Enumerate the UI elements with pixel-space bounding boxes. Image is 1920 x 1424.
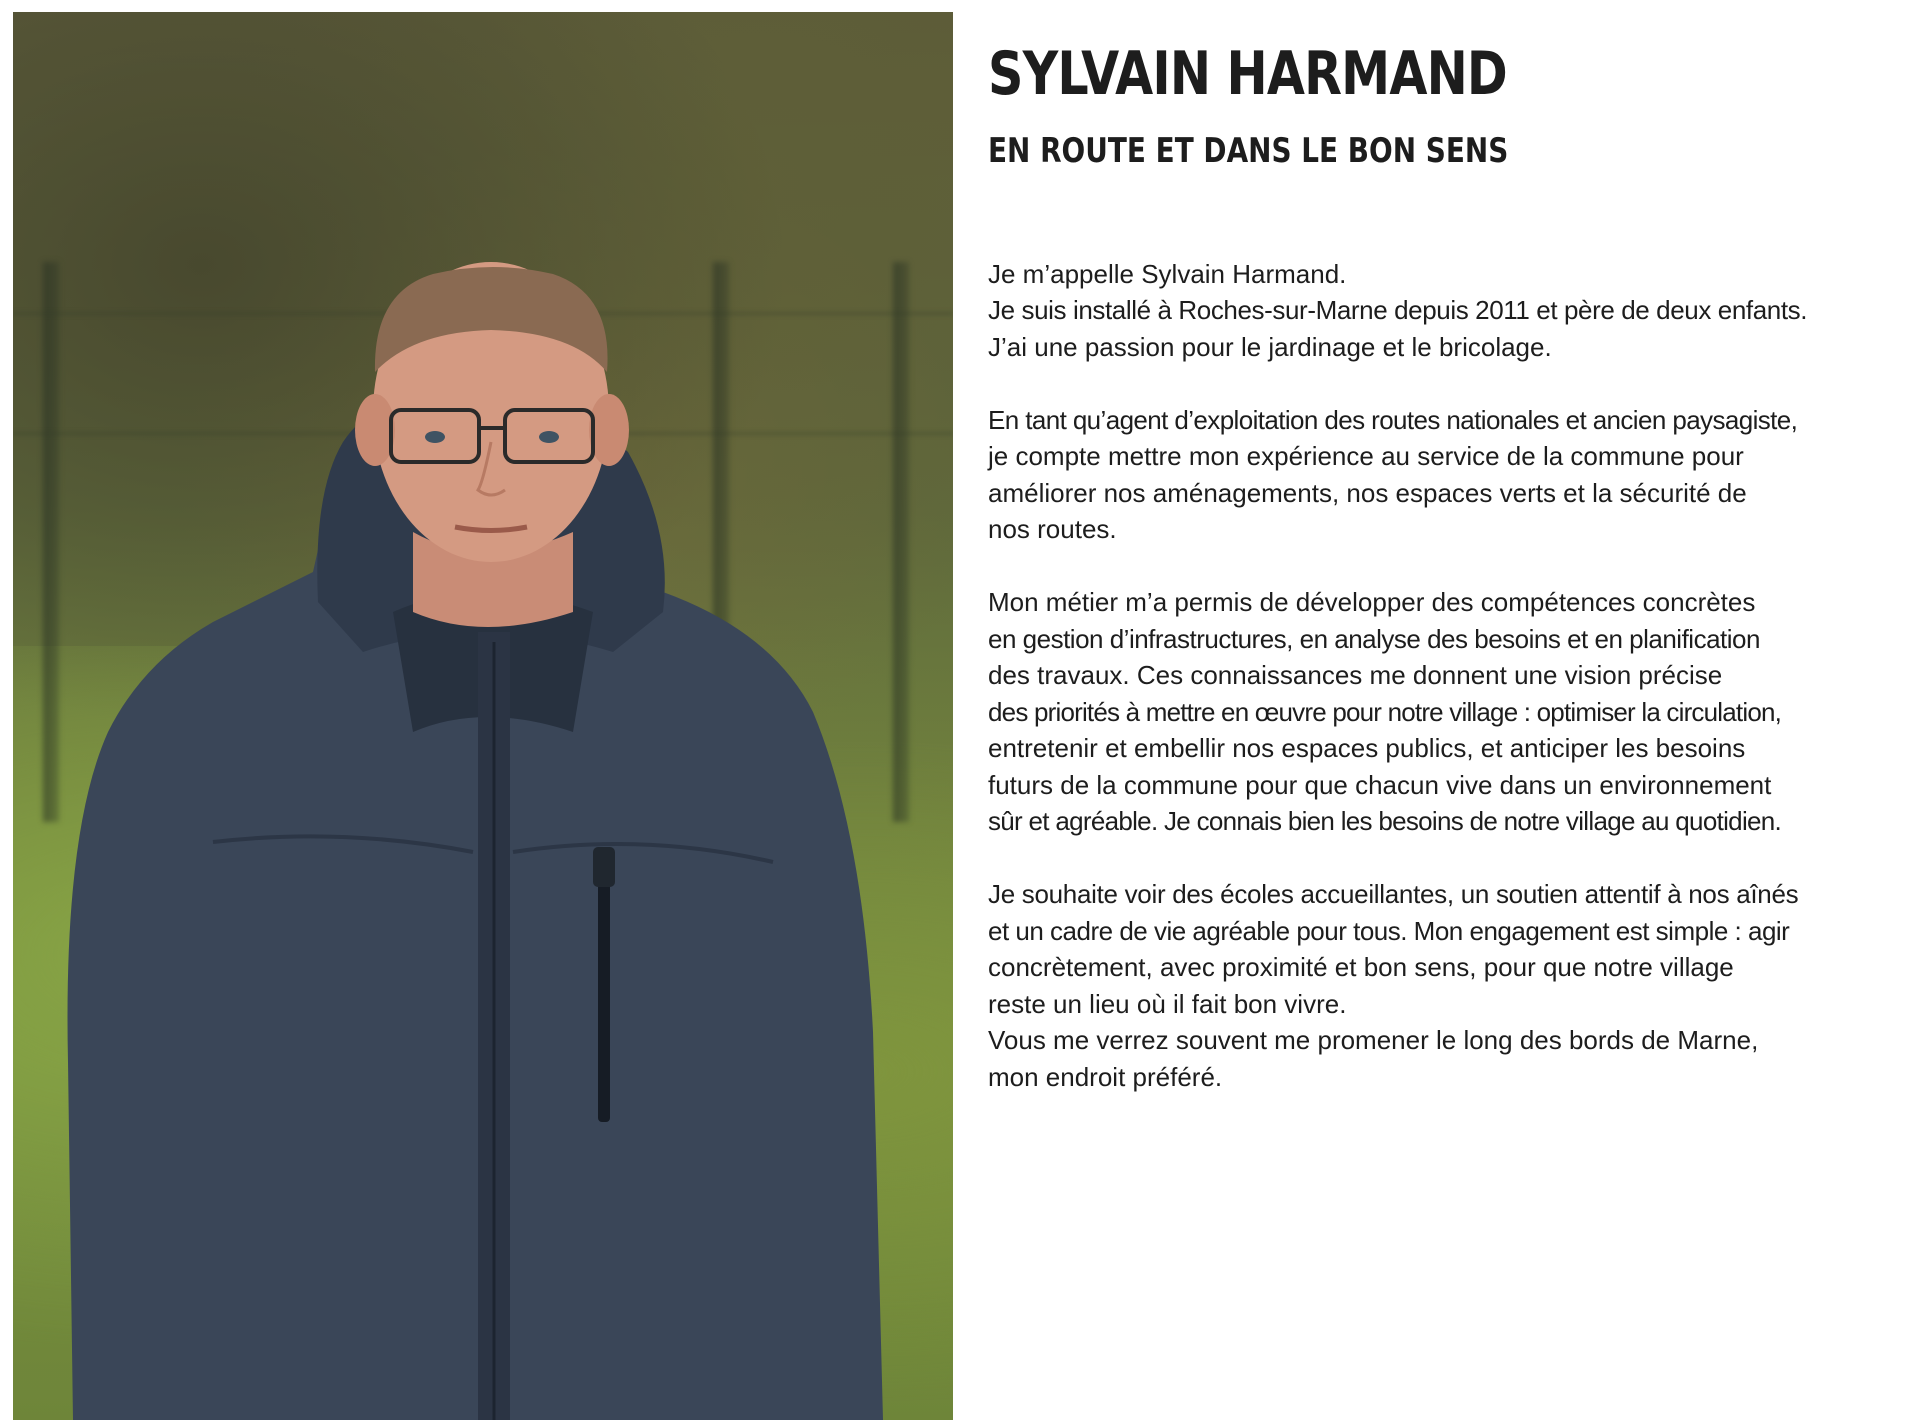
bio-line: des priorités à mettre en œuvre pour notre village : optimiser la circulation,	[988, 696, 1782, 727]
bio-line: reste un lieu où il fait bon vivre.	[988, 988, 1347, 1019]
bio-line: J’ai une passion pour le jardinage et le bricolage.	[988, 331, 1552, 362]
bio-line: concrètement, avec proximité et bon sens, pour que notre village	[988, 952, 1734, 983]
bio-line: entretenir et embellir nos espaces publics, et anticiper les besoins	[988, 733, 1746, 764]
bio-line: sûr et agréable. Je connais bien les besoins de notre village au quotidien.	[988, 806, 1782, 837]
candidate-profile	[988, 40, 1908, 1132]
bio-line: Je souhaite voir des écoles accueillantes, un soutien attentif à nos aînés	[988, 879, 1799, 910]
bio-line: mon endroit préféré.	[988, 1061, 1223, 1092]
candidate-tagline: EN ROUTE ET DANS LE BON SENS	[988, 131, 1509, 171]
bio-paragraph	[988, 876, 1908, 1095]
candidate-name: SYLVAIN HARMAND	[988, 39, 1507, 109]
bio-line: des travaux. Ces connaissances me donnent une vision précise	[988, 660, 1723, 691]
bio-line: Je m’appelle Sylvain Harmand.	[988, 258, 1347, 289]
bio-line: je compte mettre mon expérience au service de la commune pour	[988, 441, 1744, 472]
bio-line: futurs de la commune pour que chacun vive dans un environnement	[988, 769, 1772, 800]
bio-line: améliorer nos aménagements, nos espaces verts et la sécurité de	[988, 477, 1747, 508]
bio-line: En tant qu’agent d’exploitation des routes nationales et ancien paysagiste,	[988, 404, 1798, 435]
person-figure	[13, 12, 953, 1420]
bio-line: Vous me verrez souvent me promener le long des bords de Marne,	[988, 1025, 1759, 1056]
bio-line: Je suis installé à Roches-sur-Marne depuis 2011 et père de deux enfants.	[988, 295, 1808, 326]
bio-line: nos routes.	[988, 514, 1117, 545]
candidate-bio	[988, 256, 1908, 1096]
bio-paragraph	[988, 256, 1908, 366]
bio-line: et un cadre de vie agréable pour tous. Mon engagement est simple : agir	[988, 915, 1790, 946]
portrait-photo	[13, 12, 953, 1420]
bio-paragraph	[988, 402, 1908, 548]
bio-paragraph	[988, 584, 1908, 840]
bio-line: Mon métier m’a permis de développer des compétences concrètes	[988, 587, 1756, 618]
bio-line: en gestion d’infrastructures, en analyse des besoins et en planification	[988, 623, 1760, 654]
